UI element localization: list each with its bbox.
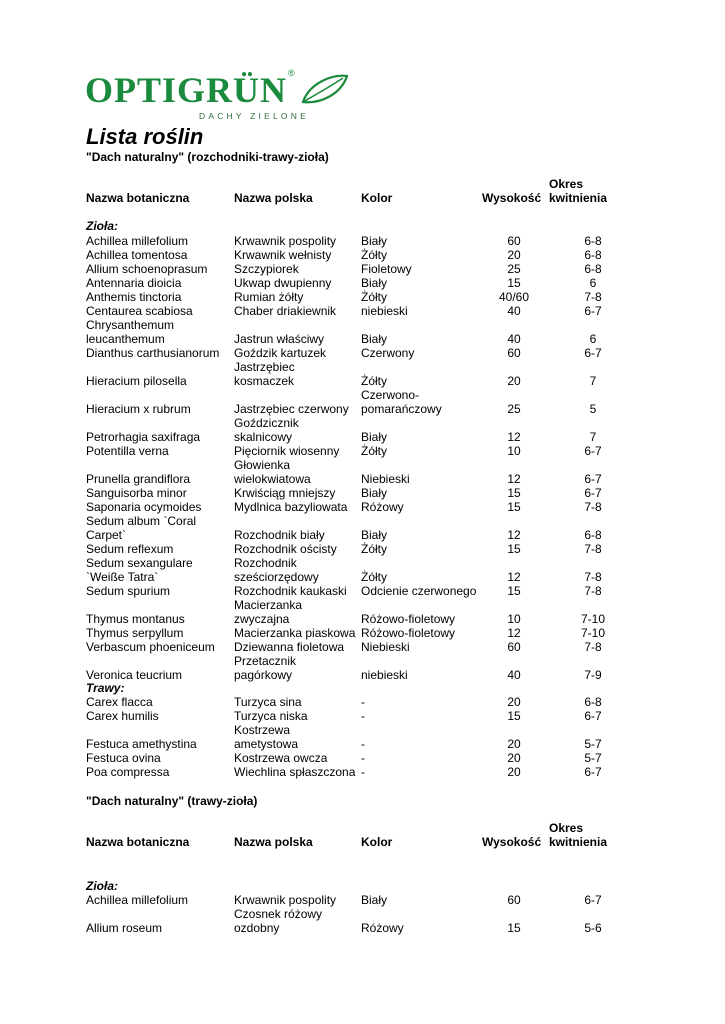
header-period-line1: Okres — [549, 821, 584, 835]
cell-botanical: Dianthus carthusianorum — [86, 346, 220, 360]
cell-period: 5-7 — [584, 737, 602, 751]
header-period-line1: Okres — [549, 177, 584, 191]
cell-polish: Szczypiorek — [234, 262, 299, 276]
cell-botanical: Allium roseum — [86, 921, 163, 935]
cell-botanical: Carpet` — [86, 528, 127, 542]
table-row — [0, 304, 725, 318]
cell-period: 6-7 — [584, 486, 602, 500]
cell-period: 6-8 — [584, 695, 602, 709]
cell-color: Biały — [361, 430, 388, 444]
cell-botanical: Sedum spurium — [86, 584, 171, 598]
optigrun-logo — [85, 64, 355, 122]
cell-period: 7-8 — [584, 570, 602, 584]
table-row — [0, 402, 725, 416]
cell-height: 20 — [507, 737, 521, 751]
cell-period: 5-6 — [584, 921, 602, 935]
cell-period: 6-7 — [584, 444, 602, 458]
cell-period: 6-7 — [584, 304, 602, 318]
cell-period: 7 — [589, 374, 597, 388]
cell-period: 6-8 — [584, 234, 602, 248]
cell-polish: wielokwiatowa — [234, 472, 311, 486]
cell-height: 40/60 — [498, 290, 530, 304]
cell-polish: Goździk kartuzek — [234, 346, 327, 360]
cell-botanical: Chrysanthemum — [86, 318, 175, 332]
table-row — [0, 318, 725, 332]
list1-section-herbs: Zioła: — [86, 219, 118, 233]
cell-botanical: Allium schoenoprasum — [86, 262, 208, 276]
cell-period: 7-9 — [584, 668, 602, 682]
header-height: Wysokość — [482, 191, 542, 205]
cell-polish: Rozchodnik biały — [234, 528, 325, 542]
header-period-line2: kwitnienia — [549, 835, 608, 849]
cell-period: 5-7 — [584, 751, 602, 765]
cell-height: 15 — [507, 542, 521, 556]
cell-polish: Rozchodnik ościsty — [234, 542, 337, 556]
cell-botanical: Festuca amethystina — [86, 737, 197, 751]
cell-color: - — [361, 695, 365, 709]
cell-period: 6-7 — [584, 893, 602, 907]
cell-height: 60 — [507, 640, 521, 654]
cell-polish: Kostrzewa owcza — [234, 751, 328, 765]
cell-botanical: Thymus montanus — [86, 612, 185, 626]
cell-polish: Krwawnik pospolity — [234, 234, 337, 248]
cell-height: 60 — [507, 893, 521, 907]
cell-height: 10 — [507, 444, 521, 458]
header-polish: Nazwa polska — [234, 835, 313, 849]
cell-period: 7-8 — [584, 500, 602, 514]
cell-color: niebieski — [361, 668, 408, 682]
cell-polish: Kostrzewa — [234, 723, 291, 737]
cell-botanical: Antennaria dioicia — [86, 276, 182, 290]
cell-height: 20 — [507, 695, 521, 709]
table-row — [0, 472, 725, 486]
cell-botanical: Thymus serpyllum — [86, 626, 184, 640]
logo-wordmark: OPTIGRÜN — [85, 70, 288, 110]
cell-height: 15 — [507, 584, 521, 598]
cell-color: Biały — [361, 332, 388, 346]
cell-color: Żółty — [361, 444, 388, 458]
table-row — [0, 388, 725, 402]
cell-height: 10 — [507, 612, 521, 626]
table-row — [0, 528, 725, 542]
list1-subtitle: "Dach naturalny" (rozchodniki-trawy-zioła) — [86, 150, 329, 164]
table-row — [0, 346, 725, 360]
table-row — [0, 570, 725, 584]
cell-period: 7-8 — [584, 640, 602, 654]
cell-height: 12 — [507, 626, 521, 640]
cell-botanical: Hieracium x rubrum — [86, 402, 191, 416]
cell-height: 20 — [507, 765, 521, 779]
cell-period: 6 — [589, 332, 597, 346]
list2-subtitle: "Dach naturalny" (trawy-zioła) — [86, 794, 258, 808]
cell-color: - — [361, 751, 365, 765]
table-row — [0, 921, 725, 935]
header-botanical: Nazwa botaniczna — [86, 835, 190, 849]
cell-period: 5 — [589, 402, 597, 416]
cell-height: 60 — [507, 234, 521, 248]
table-row — [0, 893, 725, 907]
cell-polish: Pięciornik wiosenny — [234, 444, 340, 458]
cell-polish: Krwiściąg mniejszy — [234, 486, 336, 500]
table-row — [0, 458, 725, 472]
cell-botanical: Poa compressa — [86, 765, 170, 779]
leaf-icon — [303, 76, 347, 103]
table-row — [0, 290, 725, 304]
cell-period: 7 — [589, 430, 597, 444]
cell-polish: kosmaczek — [234, 374, 295, 388]
cell-color: niebieski — [361, 304, 408, 318]
cell-polish: Rumian żółty — [234, 290, 304, 304]
cell-polish: Chaber driakiewnik — [234, 304, 337, 318]
cell-color: pomarańczowy — [361, 402, 442, 416]
cell-botanical: Carex flacca — [86, 695, 153, 709]
cell-height: 12 — [507, 528, 521, 542]
cell-botanical: Verbascum phoeniceum — [86, 640, 215, 654]
cell-polish: sześciorzędowy — [234, 570, 319, 584]
cell-period: 6 — [589, 276, 597, 290]
cell-period: 6-8 — [584, 248, 602, 262]
cell-height: 40 — [507, 332, 521, 346]
cell-polish: Krwawnik pospolity — [234, 893, 337, 907]
cell-polish: Rozchodnik — [234, 556, 297, 570]
header-color: Kolor — [361, 191, 393, 205]
cell-period: 6-7 — [584, 709, 602, 723]
cell-color: Różowy — [361, 921, 404, 935]
cell-polish: Krwawnik wełnisty — [234, 248, 332, 262]
cell-period: 6-7 — [584, 346, 602, 360]
cell-height: 25 — [507, 262, 521, 276]
cell-botanical: Festuca ovina — [86, 751, 161, 765]
cell-botanical: Anthemis tinctoria — [86, 290, 182, 304]
cell-color: Różowo-fioletowy — [361, 626, 456, 640]
cell-polish: Rozchodnik kaukaski — [234, 584, 347, 598]
cell-botanical: Potentilla verna — [86, 444, 169, 458]
cell-botanical: Carex humilis — [86, 709, 159, 723]
table-row — [0, 374, 725, 388]
cell-botanical: Sanguisorba minor — [86, 486, 187, 500]
cell-color: Różowo-fioletowy — [361, 612, 456, 626]
cell-color: Żółty — [361, 374, 388, 388]
table-row — [0, 598, 725, 612]
cell-polish: skalnicowy — [234, 430, 293, 444]
header-height: Wysokość — [482, 835, 542, 849]
cell-period: 6-7 — [584, 765, 602, 779]
cell-polish: Turzyca niska — [234, 709, 308, 723]
cell-color: Biały — [361, 234, 388, 248]
cell-height: 20 — [507, 374, 521, 388]
cell-polish: Przetacznik — [234, 654, 297, 668]
cell-color: Czerwono- — [361, 388, 420, 402]
cell-height: 12 — [507, 430, 521, 444]
table-row — [0, 695, 725, 709]
logo-registered: ® — [288, 68, 295, 78]
cell-height: 40 — [507, 668, 521, 682]
cell-height: 40 — [507, 304, 521, 318]
table-row — [0, 737, 725, 751]
cell-botanical: Hieracium pilosella — [86, 374, 187, 388]
table-row — [0, 751, 725, 765]
cell-polish: Ukwap dwupienny — [234, 276, 332, 290]
table-row — [0, 626, 725, 640]
cell-polish: Wiechlina spłaszczona — [234, 765, 356, 779]
cell-color: Biały — [361, 893, 388, 907]
cell-period: 6-8 — [584, 262, 602, 276]
cell-botanical: Centaurea scabiosa — [86, 304, 193, 318]
cell-polish: ozdobny — [234, 921, 280, 935]
table-row — [0, 542, 725, 556]
cell-color: Różowy — [361, 500, 404, 514]
cell-height: 15 — [507, 921, 521, 935]
cell-color: Niebieski — [361, 640, 410, 654]
cell-height: 12 — [507, 570, 521, 584]
cell-botanical: Achillea millefolium — [86, 234, 189, 248]
cell-period: 7-10 — [580, 626, 606, 640]
table-row — [0, 486, 725, 500]
table-row — [0, 584, 725, 598]
cell-polish: Jastrun właściwy — [234, 332, 325, 346]
cell-color: Biały — [361, 528, 388, 542]
cell-polish: Jastrzębiec czerwony — [234, 402, 349, 416]
table-row — [0, 709, 725, 723]
cell-botanical: Prunella grandiflora — [86, 472, 191, 486]
header-polish: Nazwa polska — [234, 191, 313, 205]
cell-botanical: Achillea millefolium — [86, 893, 189, 907]
cell-botanical: Veronica teucrium — [86, 668, 183, 682]
header-botanical: Nazwa botaniczna — [86, 191, 190, 205]
table-row — [0, 765, 725, 779]
table-row — [0, 500, 725, 514]
cell-botanical: Sedum reflexum — [86, 542, 174, 556]
table-row — [0, 514, 725, 528]
cell-period: 7-8 — [584, 542, 602, 556]
cell-botanical: Saponaria ocymoides — [86, 500, 202, 514]
table-row — [0, 430, 725, 444]
cell-botanical: leucanthemum — [86, 332, 165, 346]
cell-period: 6-8 — [584, 528, 602, 542]
list1-section-grasses: Trawy: — [86, 681, 125, 695]
cell-polish: Dziewanna fioletowa — [234, 640, 345, 654]
cell-period: 6-7 — [584, 472, 602, 486]
cell-color: - — [361, 765, 365, 779]
cell-botanical: Sedum album `Coral — [86, 514, 197, 528]
cell-height: 25 — [507, 402, 521, 416]
cell-polish: zwyczajna — [234, 612, 290, 626]
cell-polish: pagórkowy — [234, 668, 293, 682]
cell-polish: Głowienka — [234, 458, 291, 472]
table-row — [0, 360, 725, 374]
header-period-line2: kwitnienia — [549, 191, 608, 205]
cell-color: Niebieski — [361, 472, 410, 486]
cell-height: 60 — [507, 346, 521, 360]
table-row — [0, 907, 725, 921]
cell-period: 7-8 — [584, 584, 602, 598]
cell-color: Czerwony — [361, 346, 415, 360]
table-row — [0, 444, 725, 458]
logo-tagline: DACHY ZIELONE — [199, 111, 309, 121]
cell-botanical: `Weiße Tatra` — [86, 570, 159, 584]
cell-height: 15 — [507, 276, 521, 290]
cell-polish: Turzyca sina — [234, 695, 302, 709]
table-row — [0, 640, 725, 654]
table-row — [0, 654, 725, 668]
cell-height: 15 — [507, 709, 521, 723]
cell-period: 7-10 — [580, 612, 606, 626]
cell-height: 12 — [507, 472, 521, 486]
cell-polish: Mydlnica bazyliowata — [234, 500, 348, 514]
cell-period: 7-8 — [584, 290, 602, 304]
table-row — [0, 234, 725, 248]
cell-color: - — [361, 709, 365, 723]
cell-botanical: Achillea tomentosa — [86, 248, 188, 262]
cell-polish: ametystowa — [234, 737, 299, 751]
cell-polish: Czosnek różowy — [234, 907, 323, 921]
cell-botanical: Petrorhagia saxifraga — [86, 430, 201, 444]
table-row — [0, 248, 725, 262]
table-row — [0, 556, 725, 570]
list2-section-herbs: Zioła: — [86, 879, 118, 893]
table-row — [0, 668, 725, 682]
table-row — [0, 262, 725, 276]
cell-color: Biały — [361, 276, 388, 290]
cell-polish: Goździcznik — [234, 416, 299, 430]
table-row — [0, 416, 725, 430]
cell-color: Biały — [361, 486, 388, 500]
cell-color: - — [361, 737, 365, 751]
cell-color: Żółty — [361, 290, 388, 304]
cell-color: Żółty — [361, 542, 388, 556]
cell-color: Żółty — [361, 248, 388, 262]
page-title: Lista roślin — [86, 124, 204, 149]
table-row — [0, 612, 725, 626]
table-row — [0, 276, 725, 290]
cell-color: Fioletowy — [361, 262, 412, 276]
table-row — [0, 332, 725, 346]
cell-polish: Jastrzębiec — [234, 360, 295, 374]
cell-height: 15 — [507, 486, 521, 500]
cell-polish: Macierzanka piaskowa — [234, 626, 356, 640]
cell-color: Odcienie czerwonego — [361, 584, 477, 598]
header-color: Kolor — [361, 835, 393, 849]
cell-height: 15 — [507, 500, 521, 514]
cell-color: Żółty — [361, 570, 388, 584]
cell-height: 20 — [507, 248, 521, 262]
cell-botanical: Sedum sexangulare — [86, 556, 193, 570]
table-row — [0, 723, 725, 737]
cell-polish: Macierzanka — [234, 598, 303, 612]
cell-height: 20 — [507, 751, 521, 765]
